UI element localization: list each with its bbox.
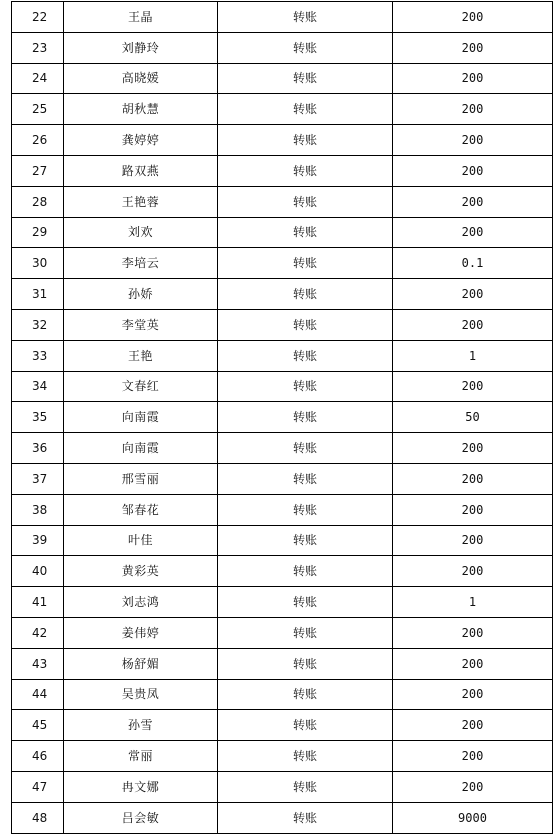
table-row — [12, 371, 553, 402]
name-cell[interactable]: 邢雪丽 — [64, 463, 218, 494]
amount-cell[interactable]: 200 — [393, 679, 553, 710]
name-cell[interactable]: 冉文娜 — [64, 771, 218, 802]
amount-cell[interactable]: 200 — [393, 2, 553, 33]
row-number-cell[interactable]: 39 — [12, 525, 64, 556]
payment-type-cell[interactable]: 转账 — [218, 2, 393, 33]
payment-type-cell[interactable]: 转账 — [218, 248, 393, 279]
table-row — [12, 155, 553, 186]
table-row — [12, 802, 553, 833]
payment-type-cell[interactable]: 转账 — [218, 771, 393, 802]
name-cell[interactable]: 向南霞 — [64, 402, 218, 433]
table-row — [12, 648, 553, 679]
table-row — [12, 340, 553, 371]
row-number-cell[interactable]: 24 — [12, 63, 64, 94]
row-number-cell[interactable]: 41 — [12, 587, 64, 618]
amount-cell[interactable]: 200 — [393, 433, 553, 464]
name-cell[interactable]: 吴贵凤 — [64, 679, 218, 710]
row-number-cell[interactable]: 26 — [12, 125, 64, 156]
name-cell[interactable]: 王艳蓉 — [64, 186, 218, 217]
name-cell[interactable]: 王艳 — [64, 340, 218, 371]
name-cell[interactable]: 高晓媛 — [64, 63, 218, 94]
row-number-cell[interactable]: 48 — [12, 802, 64, 833]
table-row — [12, 463, 553, 494]
table-row — [12, 248, 553, 279]
name-cell[interactable]: 邹春花 — [64, 494, 218, 525]
amount-cell[interactable]: 200 — [393, 279, 553, 310]
row-number-cell[interactable]: 47 — [12, 771, 64, 802]
table-body — [12, 2, 553, 834]
row-number-cell[interactable]: 32 — [12, 309, 64, 340]
amount-cell[interactable]: 1 — [393, 340, 553, 371]
row-number-cell[interactable]: 40 — [12, 556, 64, 587]
amount-cell[interactable]: 200 — [393, 494, 553, 525]
table-row — [12, 556, 553, 587]
row-number-cell[interactable]: 23 — [12, 32, 64, 63]
amount-cell[interactable]: 200 — [393, 309, 553, 340]
amount-cell[interactable]: 200 — [393, 186, 553, 217]
row-number-cell[interactable]: 28 — [12, 186, 64, 217]
payment-type-cell[interactable]: 转账 — [218, 617, 393, 648]
table-row — [12, 217, 553, 248]
name-cell[interactable]: 吕会敏 — [64, 802, 218, 833]
name-cell[interactable]: 路双燕 — [64, 155, 218, 186]
name-cell[interactable]: 孙娇 — [64, 279, 218, 310]
payment-type-cell[interactable]: 转账 — [218, 217, 393, 248]
payment-type-cell[interactable]: 转账 — [218, 371, 393, 402]
amount-cell[interactable]: 200 — [393, 525, 553, 556]
name-cell[interactable]: 黄彩英 — [64, 556, 218, 587]
row-number-cell[interactable]: 36 — [12, 433, 64, 464]
table-row — [12, 525, 553, 556]
amount-cell[interactable]: 200 — [393, 125, 553, 156]
row-number-cell[interactable]: 35 — [12, 402, 64, 433]
table-row — [12, 32, 553, 63]
table-row — [12, 125, 553, 156]
name-cell[interactable]: 王晶 — [64, 2, 218, 33]
payment-type-cell[interactable]: 转账 — [218, 402, 393, 433]
name-cell[interactable]: 刘静玲 — [64, 32, 218, 63]
payment-type-cell[interactable]: 转账 — [218, 340, 393, 371]
payment-type-cell[interactable]: 转账 — [218, 32, 393, 63]
name-cell[interactable]: 胡秋慧 — [64, 94, 218, 125]
row-number-cell[interactable]: 38 — [12, 494, 64, 525]
table-row — [12, 617, 553, 648]
amount-cell[interactable]: 200 — [393, 710, 553, 741]
payment-type-cell[interactable]: 转账 — [218, 309, 393, 340]
row-number-cell[interactable]: 27 — [12, 155, 64, 186]
row-number-cell[interactable]: 25 — [12, 94, 64, 125]
amount-cell[interactable]: 0.1 — [393, 248, 553, 279]
amount-cell[interactable]: 200 — [393, 556, 553, 587]
row-number-cell[interactable]: 42 — [12, 617, 64, 648]
row-number-cell[interactable]: 43 — [12, 648, 64, 679]
table-row — [12, 679, 553, 710]
table-row — [12, 587, 553, 618]
name-cell[interactable]: 刘欢 — [64, 217, 218, 248]
payment-type-cell[interactable]: 转账 — [218, 494, 393, 525]
row-number-cell[interactable]: 34 — [12, 371, 64, 402]
name-cell[interactable]: 文春红 — [64, 371, 218, 402]
payment-type-cell[interactable]: 转账 — [218, 648, 393, 679]
row-number-cell[interactable]: 31 — [12, 279, 64, 310]
name-cell[interactable]: 姜伟婷 — [64, 617, 218, 648]
amount-cell[interactable]: 200 — [393, 617, 553, 648]
row-number-cell[interactable]: 33 — [12, 340, 64, 371]
amount-cell[interactable]: 200 — [393, 217, 553, 248]
name-cell[interactable]: 杨舒媚 — [64, 648, 218, 679]
payment-type-cell[interactable]: 转账 — [218, 94, 393, 125]
row-number-cell[interactable]: 46 — [12, 741, 64, 772]
payment-type-cell[interactable]: 转账 — [218, 279, 393, 310]
payment-type-cell[interactable]: 转账 — [218, 679, 393, 710]
table-row — [12, 94, 553, 125]
amount-cell[interactable]: 200 — [393, 648, 553, 679]
amount-cell[interactable]: 200 — [393, 63, 553, 94]
name-cell[interactable]: 常丽 — [64, 741, 218, 772]
table-row — [12, 2, 553, 33]
payment-type-cell[interactable]: 转账 — [218, 587, 393, 618]
row-number-cell[interactable]: 45 — [12, 710, 64, 741]
payment-type-cell[interactable]: 转账 — [218, 802, 393, 833]
amount-cell[interactable]: 200 — [393, 371, 553, 402]
payment-type-cell[interactable]: 转账 — [218, 525, 393, 556]
payment-type-cell[interactable]: 转账 — [218, 710, 393, 741]
table-row — [12, 279, 553, 310]
amount-cell[interactable]: 200 — [393, 463, 553, 494]
payment-type-cell[interactable]: 转账 — [218, 741, 393, 772]
payment-type-cell[interactable]: 转账 — [218, 433, 393, 464]
name-cell[interactable]: 李堂英 — [64, 309, 218, 340]
name-cell[interactable]: 叶佳 — [64, 525, 218, 556]
donation-table — [11, 1, 553, 834]
table-row — [12, 63, 553, 94]
row-number-cell[interactable]: 29 — [12, 217, 64, 248]
table-row — [12, 710, 553, 741]
table-row — [12, 741, 553, 772]
amount-cell[interactable]: 1 — [393, 587, 553, 618]
name-cell[interactable]: 龚婷婷 — [64, 125, 218, 156]
amount-cell[interactable]: 200 — [393, 771, 553, 802]
payment-type-cell[interactable]: 转账 — [218, 556, 393, 587]
table-row — [12, 309, 553, 340]
table-row — [12, 186, 553, 217]
row-number-cell[interactable]: 22 — [12, 2, 64, 33]
amount-cell[interactable]: 9000 — [393, 802, 553, 833]
payment-type-cell[interactable]: 转账 — [218, 63, 393, 94]
payment-type-cell[interactable]: 转账 — [218, 155, 393, 186]
payment-type-cell[interactable]: 转账 — [218, 463, 393, 494]
name-cell[interactable]: 刘志鸿 — [64, 587, 218, 618]
amount-cell[interactable]: 200 — [393, 155, 553, 186]
payment-type-cell[interactable]: 转账 — [218, 125, 393, 156]
amount-cell[interactable]: 200 — [393, 741, 553, 772]
table-row — [12, 494, 553, 525]
row-number-cell[interactable]: 37 — [12, 463, 64, 494]
row-number-cell[interactable]: 44 — [12, 679, 64, 710]
row-number-cell[interactable]: 30 — [12, 248, 64, 279]
table-row — [12, 771, 553, 802]
table-row — [12, 433, 553, 464]
amount-cell[interactable]: 200 — [393, 94, 553, 125]
amount-cell[interactable]: 200 — [393, 32, 553, 63]
payment-type-cell[interactable]: 转账 — [218, 186, 393, 217]
name-cell[interactable]: 向南霞 — [64, 433, 218, 464]
name-cell[interactable]: 孙雪 — [64, 710, 218, 741]
amount-cell[interactable]: 50 — [393, 402, 553, 433]
name-cell[interactable]: 李培云 — [64, 248, 218, 279]
table-row — [12, 402, 553, 433]
